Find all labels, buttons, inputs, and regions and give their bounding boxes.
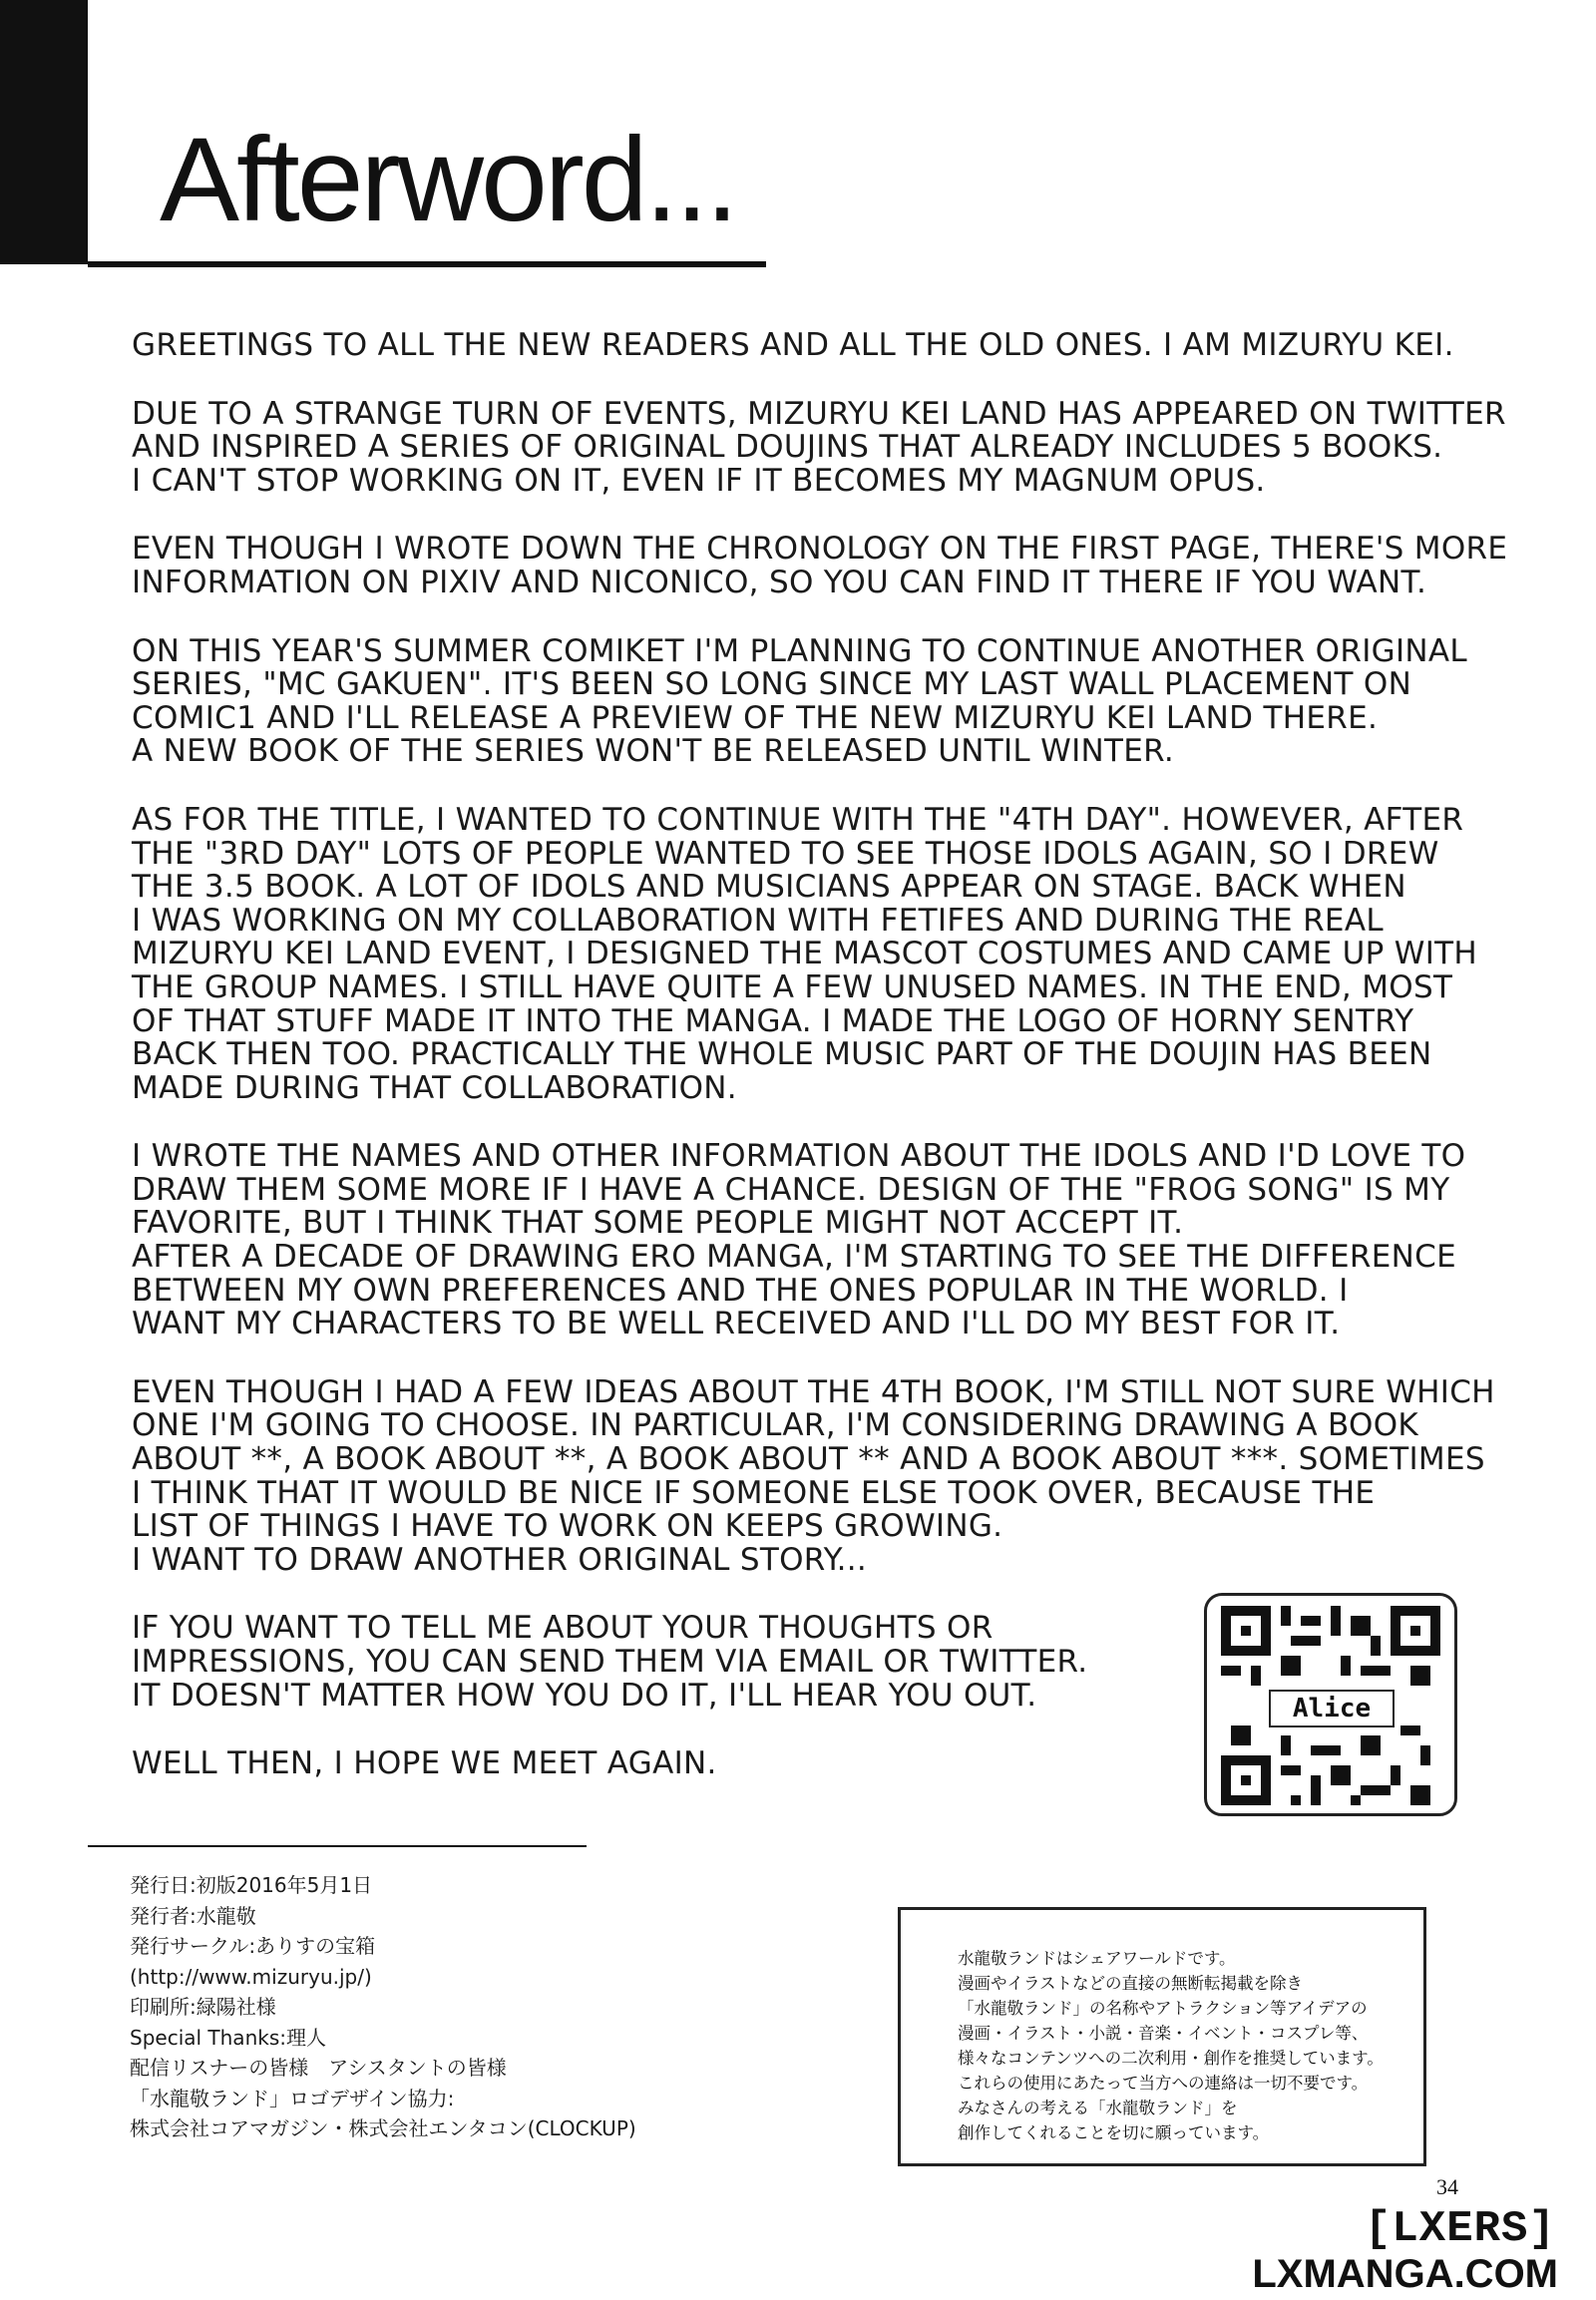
colophon-line: 「水龍敬ランド」ロゴデザイン協力: [130, 2086, 455, 2110]
page-number: 34 [1436, 2174, 1458, 2199]
paragraph: IF YOU WANT TO TELL ME ABOUT YOUR THOUGHTS OR IMPRESSIONS, YOU CAN SEND THEM VIA EMAIL OR TWITTER. IT DOESN'T MATTER HOW YOU DO IT, I'LL HEAR YOU OUT. [132, 1610, 1088, 1714]
colophon-line: 発行者:水龍敬 [130, 1903, 256, 1928]
paragraph: DUE TO A STRANGE TURN OF EVENTS, MIZURYU KEI LAND HAS APPEARED ON TWITTER AND INSPIRED A SERIES OF ORIGINAL DOUJINS THAT ALREADY INCLUDES 5 BOOKS. I CAN'T STOP WORKING ON IT, EVEN IF IT BECOMES MY MAGNUM OPUS. [132, 395, 1506, 499]
title-side-bar [0, 0, 88, 264]
colophon-line: 印刷所:緑陽社様 [130, 1995, 276, 2019]
qr-code[interactable] [1204, 1593, 1457, 1816]
watermark-bottom: LXMANGA.COM [1252, 2252, 1558, 2296]
colophon-line: 株式会社コアマガジン・株式会社エンタコン(CLOCKUP) [130, 2116, 636, 2140]
paragraph: EVEN THOUGH I WROTE DOWN THE CHRONOLOGY ON THE FIRST PAGE, THERE'S MORE INFORMATION ON PIXIV AND NICONICO, SO YOU CAN FIND IT THERE IF YOU WANT. [132, 531, 1508, 600]
notice-line: 漫画・イラスト・小説・音楽・イベント・コスプレ等、 [958, 2024, 1369, 2043]
colophon-line: 発行サークル:ありすの宝箱 [130, 1934, 376, 1958]
notice-line: 様々なコンテンツへの二次利用・創作を推奨しています。 [958, 2049, 1384, 2068]
colophon-line: 配信リスナーの皆様 アシスタントの皆様 [130, 2056, 507, 2080]
watermark-top: [LXERS] [1365, 2204, 1556, 2254]
colophon [130, 1870, 708, 2144]
title-underline [88, 261, 766, 267]
paragraph: ON THIS YEAR'S SUMMER COMIKET I'M PLANNING TO CONTINUE ANOTHER ORIGINAL SERIES, "MC GAKUEN". IT'S BEEN SO LONG SINCE MY LAST WALL PLACEMENT ON COMIC1 AND I'LL RELEASE A PREVIEW OF THE NEW MIZURYU KEI LAND THERE. A NEW BOOK OF THE SERIES WON'T BE RELEASED UNTIL WINTER. [132, 632, 1467, 770]
qr-label: Alice [1269, 1690, 1395, 1727]
notice-line: 水龍敬ランドはシェアワールドです。 [958, 1949, 1236, 1968]
paragraph: AS FOR THE TITLE, I WANTED TO CONTINUE WITH THE "4TH DAY". HOWEVER, AFTER THE "3RD DAY" LOTS OF PEOPLE WANTED TO SEE THOSE IDOLS AGAIN, SO I DREW THE 3.5 BOOK. A LOT OF IDOLS AND MUSICIANS APPEAR ON STAGE. BACK WHEN I WAS WORKING ON MY COLLABORATION WITH FETIFES AND DURING THE REAL MIZURYU KEI LAND EVENT, I DESIGNED THE MASCOT COSTUMES AND CAME UP WITH THE GROUP NAMES. I STILL HAVE QUITE A FEW UNUSED NAMES. IN THE END, MOST OF THAT STUFF MADE IT INTO THE MANGA. I MADE THE LOGO OF HORNY SENTRY BACK THEN TOO. PRACTICALLY THE WHOLE MUSIC PART OF THE DOUJIN HAS BEEN MADE DURING THAT COLLABORATION. [132, 801, 1477, 1106]
colophon-url[interactable]: (http://www.mizuryu.jp/) [130, 1964, 372, 1989]
colophon-line: Special Thanks:理人 [130, 2025, 326, 2050]
paragraph: EVEN THOUGH I HAD A FEW IDEAS ABOUT THE 4TH BOOK, I'M STILL NOT SURE WHICH ONE I'M GOING TO CHOOSE. IN PARTICULAR, I'M CONSIDERING DRAWING A BOOK ABOUT **, A BOOK ABOUT **, A BOOK ABOUT ** AND A BOOK ABOUT ***. SOMETIMES I THINK THAT IT WOULD BE NICE IF SOMEONE ELSE TOOK OVER, BECAUSE THE LIST OF THINGS I HAVE TO WORK ON KEEPS GROWING. I WANT TO DRAW ANOTHER ORIGINAL STORY... [132, 1373, 1495, 1578]
notice-line: 「水龍敬ランド」の名称やアトラクション等アイデアの [958, 1999, 1368, 2018]
colophon-line: 発行日:初版2016年5月1日 [130, 1873, 373, 1897]
notice-line: 創作してくれることを切に願っています。 [958, 2123, 1270, 2142]
notice-line: これらの使用にあたって当方への連絡は一切不要です。 [958, 2074, 1369, 2093]
paragraph: WELL THEN, I HOPE WE MEET AGAIN. [132, 1745, 717, 1782]
footer-divider [88, 1845, 587, 1847]
share-world-notice [898, 1907, 1426, 2166]
paragraph: I WROTE THE NAMES AND OTHER INFORMATION ABOUT THE IDOLS AND I'D LOVE TO DRAW THEM SOME MORE IF I HAVE A CHANCE. DESIGN OF THE "FROG SONG" IS MY FAVORITE, BUT I THINK THAT SOME PEOPLE MIGHT NOT ACCEPT IT. AFTER A DECADE OF DRAWING ERO MANGA, I'M STARTING TO SEE THE DIFFERENCE BETWEEN MY OWN PREFERENCES AND THE ONES POPULAR IN THE WORLD. I WANT MY CHARACTERS TO BE WELL RECEIVED AND I'LL DO MY BEST FOR IT. [132, 1138, 1466, 1342]
paragraph: GREETINGS TO ALL THE NEW READERS AND ALL THE OLD ONES. I AM MIZURYU KEI. [132, 327, 1454, 363]
notice-line: みなさんの考える「水龍敬ランド」を [958, 2099, 1238, 2117]
page-title: Afterword... [160, 113, 736, 246]
notice-line: 漫画やイラストなどの直接の無断転掲載を除き [958, 1974, 1304, 1993]
